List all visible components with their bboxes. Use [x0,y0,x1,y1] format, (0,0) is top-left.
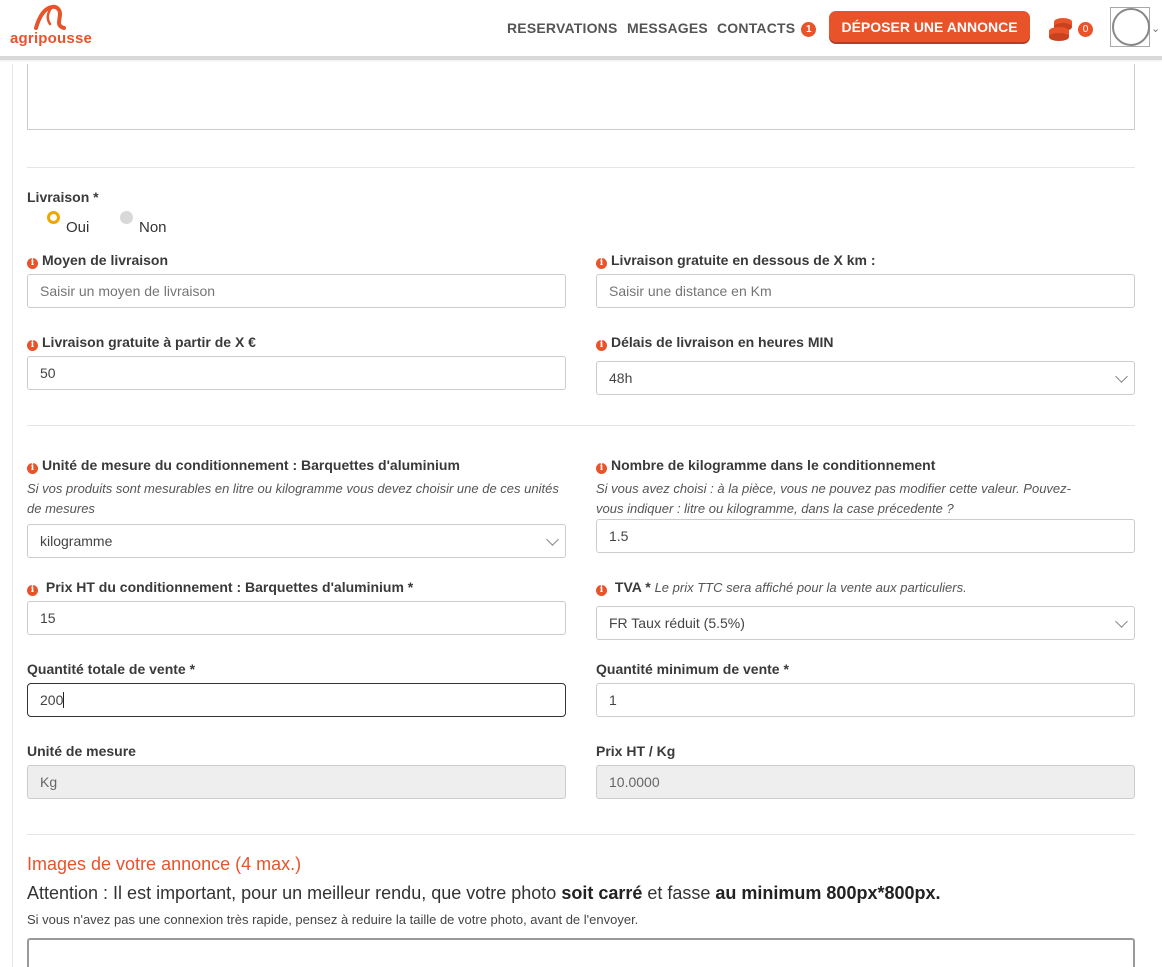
livraison-label: Livraison * [27,189,99,205]
divider [27,834,1135,835]
gratuite-km-text: Livraison gratuite en dessous de X km : [611,252,876,268]
nb-kg-hint: Si vous avez choisi : à la pièce, vous ne pouvez pas modifier cette valeur. Pouvez-vous indiquer : litre ou kilogramme, dans la case précedente ? [596,481,1071,516]
image-dropzone[interactable] [27,938,1135,967]
info-icon[interactable]: i [27,258,38,269]
text-cursor [63,692,64,708]
images-section-title: Images de votre annonce (4 max.) [27,854,302,874]
qte-totale-label: Quantité totale de vente * [27,661,196,677]
delais-value: 48h [609,370,633,386]
gratuite-eur-text: Livraison gratuite à partir de X € [42,334,256,350]
prix-kg-input: 10.0000 [596,765,1135,799]
attention-part-d: au minimum 800px*800px. [715,883,941,903]
tva-text: TVA * [614,579,651,595]
agripousse-logo[interactable] [10,4,100,52]
qte-totale-input[interactable] [27,683,566,717]
nav-contacts[interactable] [717,20,816,37]
coins-icon[interactable] [1047,16,1075,44]
unite-text: Unité de mesure du conditionnement : Barquettes d'aluminium [42,457,460,473]
delais-text: Délais de livraison en heures MIN [611,334,834,350]
description-textarea[interactable] [27,64,1135,130]
radio-non-label[interactable]: Non [139,219,167,236]
unite-label [27,457,460,474]
info-icon[interactable]: i [596,463,607,474]
divider [27,167,1135,168]
attention-part-a: Attention : Il est important, pour un meilleur rendu, que votre photo [27,883,562,903]
coins-count-badge: 0 [1078,22,1093,37]
prix-input[interactable]: 15 [27,601,566,635]
info-icon[interactable]: i [596,585,607,596]
prix-kg-label: Prix HT / Kg [596,743,676,759]
nb-kg-label [596,457,935,474]
logo-mark-icon [30,4,70,30]
contacts-count-badge: 1 [801,22,816,37]
nb-kg-input[interactable]: 1.5 [596,519,1135,553]
nav-messages[interactable]: MESSAGES [627,20,708,36]
tva-value: FR Taux réduit (5.5%) [609,615,745,631]
logo-text: agripousse [10,30,93,47]
attention-part-c: et fasse [642,883,716,903]
images-attention [27,883,941,904]
nav-contacts-label: CONTACTS [717,20,796,36]
radio-oui[interactable] [47,211,60,224]
moyen-livraison-label [27,252,168,269]
nb-kg-text: Nombre de kilogramme dans le conditionnement [611,457,936,473]
images-note: Si vous n'avez pas une connexion très rapide, pensez à reduire la taille de votre photo, avant de l'envoyer. [27,912,639,927]
unite-hint: Si vos produits sont mesurables en litre ou kilogramme vous devez choisir une de ces unités de mesures [27,481,559,516]
nav-reservations[interactable]: RESERVATIONS [507,20,618,36]
moyen-livraison-input[interactable] [27,274,566,308]
qte-min-input[interactable]: 1 [596,683,1135,717]
gratuite-km-label [596,252,876,269]
info-icon[interactable]: i [596,340,607,351]
qte-min-label: Quantité minimum de vente * [596,661,789,677]
prix-text: Prix HT du conditionnement : Barquettes d'aluminium * [45,579,414,595]
unite-mesure-input: Kg [27,765,566,799]
avatar-ring [1112,8,1150,46]
post-listing-button[interactable]: DÉPOSER UNE ANNONCE [829,11,1030,42]
chevron-down-icon[interactable]: ⌄ [1151,23,1161,35]
unite-select[interactable] [27,524,566,558]
info-icon[interactable]: i [27,585,38,596]
divider [27,425,1135,426]
delais-label [596,334,834,351]
info-icon[interactable]: i [27,340,38,351]
tva-select[interactable] [596,606,1135,640]
gratuite-eur-label [27,334,256,351]
info-icon[interactable]: i [27,463,38,474]
qte-totale-value: 200 [40,692,64,708]
moyen-livraison-text: Moyen de livraison [42,252,169,268]
unite-value: kilogramme [40,533,113,549]
unite-mesure-label: Unité de mesure [27,743,136,759]
tva-hint: Le prix TTC sera affiché pour la vente aux particuliers. [654,580,967,595]
info-icon[interactable]: i [596,258,607,269]
radio-non[interactable] [120,211,133,224]
prix-label [27,579,413,596]
gratuite-eur-input[interactable]: 50 [27,356,566,390]
radio-oui-label[interactable]: Oui [66,219,90,236]
gratuite-km-input[interactable] [596,274,1135,308]
top-navbar [0,0,1162,60]
attention-part-b: soit carré [561,883,643,903]
delais-select[interactable] [596,361,1135,395]
tva-label [596,579,967,596]
